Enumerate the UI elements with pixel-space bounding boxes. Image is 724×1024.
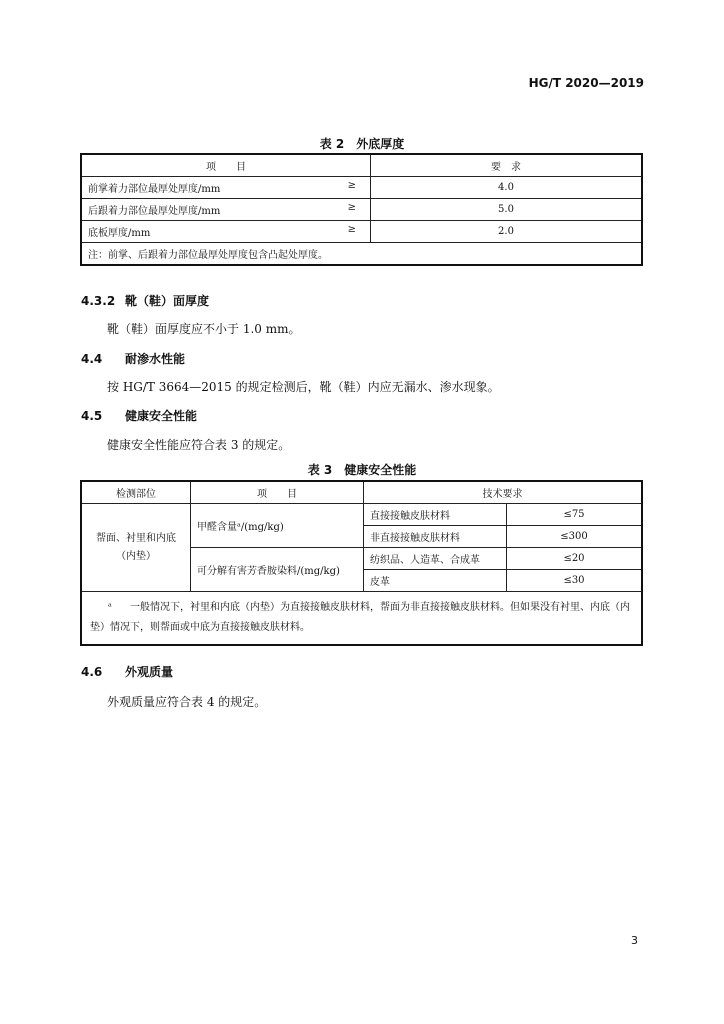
section-title: 靴（鞋）面厚度 [125, 294, 210, 308]
section-title: 外观质量 [125, 665, 174, 679]
table-row [81, 504, 642, 526]
table3-header-row [81, 481, 642, 504]
table2-value: 2.0 [371, 221, 643, 243]
table3-col-part: 检测部位 [81, 481, 191, 504]
table-row [81, 221, 642, 243]
table3-condition: 纺织品、人造革、合成革 [364, 548, 507, 570]
table2-item: 前掌着力部位最厚处厚度/mm ≥ [81, 177, 371, 199]
section-4-6-text: 外观质量应符合表 4 的规定。 [107, 695, 267, 709]
table2-item: 后跟着力部位最厚处厚度/mm ≥ [81, 199, 371, 221]
table2-value: 4.0 [371, 177, 643, 199]
table2-header-row [81, 154, 642, 177]
table2-col-item: 项 目 [81, 154, 371, 177]
section-number: 4.3.2 [81, 294, 116, 308]
table2-note: 注：前掌、后跟着力部位最厚处厚度包含凸起处厚度。 [81, 243, 642, 266]
table3-limit: ≤75 [507, 504, 643, 526]
table-row [81, 177, 642, 199]
table3 [80, 480, 643, 646]
page-number: 3 [631, 934, 638, 947]
table2 [80, 153, 643, 266]
table2-item: 底板厚度/mm ≥ [81, 221, 371, 243]
table3-limit: ≤30 [507, 570, 643, 592]
table3-condition: 直接接触皮肤材料 [364, 504, 507, 526]
section-title: 耐渗水性能 [125, 352, 186, 366]
table2-col-req: 要 求 [371, 154, 643, 177]
table3-condition: 非直接接触皮肤材料 [364, 526, 507, 548]
table2-value: 5.0 [371, 199, 643, 221]
section-4-5-text: 健康安全性能应符合表 3 的规定。 [107, 438, 291, 452]
table3-note: ᵃ 一般情况下，衬里和内底（内垫）为直接接触皮肤材料，帮面为非直接接触皮肤材料。但如果没有衬里、内底（内垫）情况下，则帮面或中底为直接接触皮肤材料。 [81, 592, 642, 646]
section-number: 4.5 [81, 409, 103, 423]
table3-limit: ≤20 [507, 548, 643, 570]
table3-col-item: 项 目 [191, 481, 364, 504]
table3-col-req: 技术要求 [364, 481, 643, 504]
section-title: 健康安全性能 [125, 409, 198, 423]
section-4-4-heading [81, 350, 185, 367]
section-4-5-heading [81, 407, 197, 424]
standard-code-header: HG/T 2020—2019 [528, 76, 644, 90]
table2-note-row [81, 243, 642, 266]
table-row [81, 199, 642, 221]
table3-note-row [81, 592, 642, 646]
section-number: 4.6 [81, 665, 103, 679]
table3-item: 甲醛含量ᵃ/(mg/kg) [191, 504, 364, 548]
table3-part: 帮面、衬里和内底（内垫） [81, 504, 191, 592]
section-4-3-2-text: 靴（鞋）面厚度应不小于 1.0 mm。 [107, 322, 301, 336]
table2-caption: 表 2 外底厚度 [319, 137, 405, 151]
section-4-3-2-heading [81, 292, 209, 309]
section-4-6-heading [81, 663, 173, 680]
table3-item: 可分解有害芳香胺染料/(mg/kg) [191, 548, 364, 592]
footnote-mark: ᵃ [108, 602, 112, 613]
section-number: 4.4 [81, 352, 103, 366]
table3-limit: ≤300 [507, 526, 643, 548]
section-4-4-text: 按 HG/T 3664—2015 的规定检测后，靴（鞋）内应无漏水、渗水现象。 [107, 380, 500, 394]
table3-condition: 皮革 [364, 570, 507, 592]
table3-caption: 表 3 健康安全性能 [307, 463, 417, 477]
